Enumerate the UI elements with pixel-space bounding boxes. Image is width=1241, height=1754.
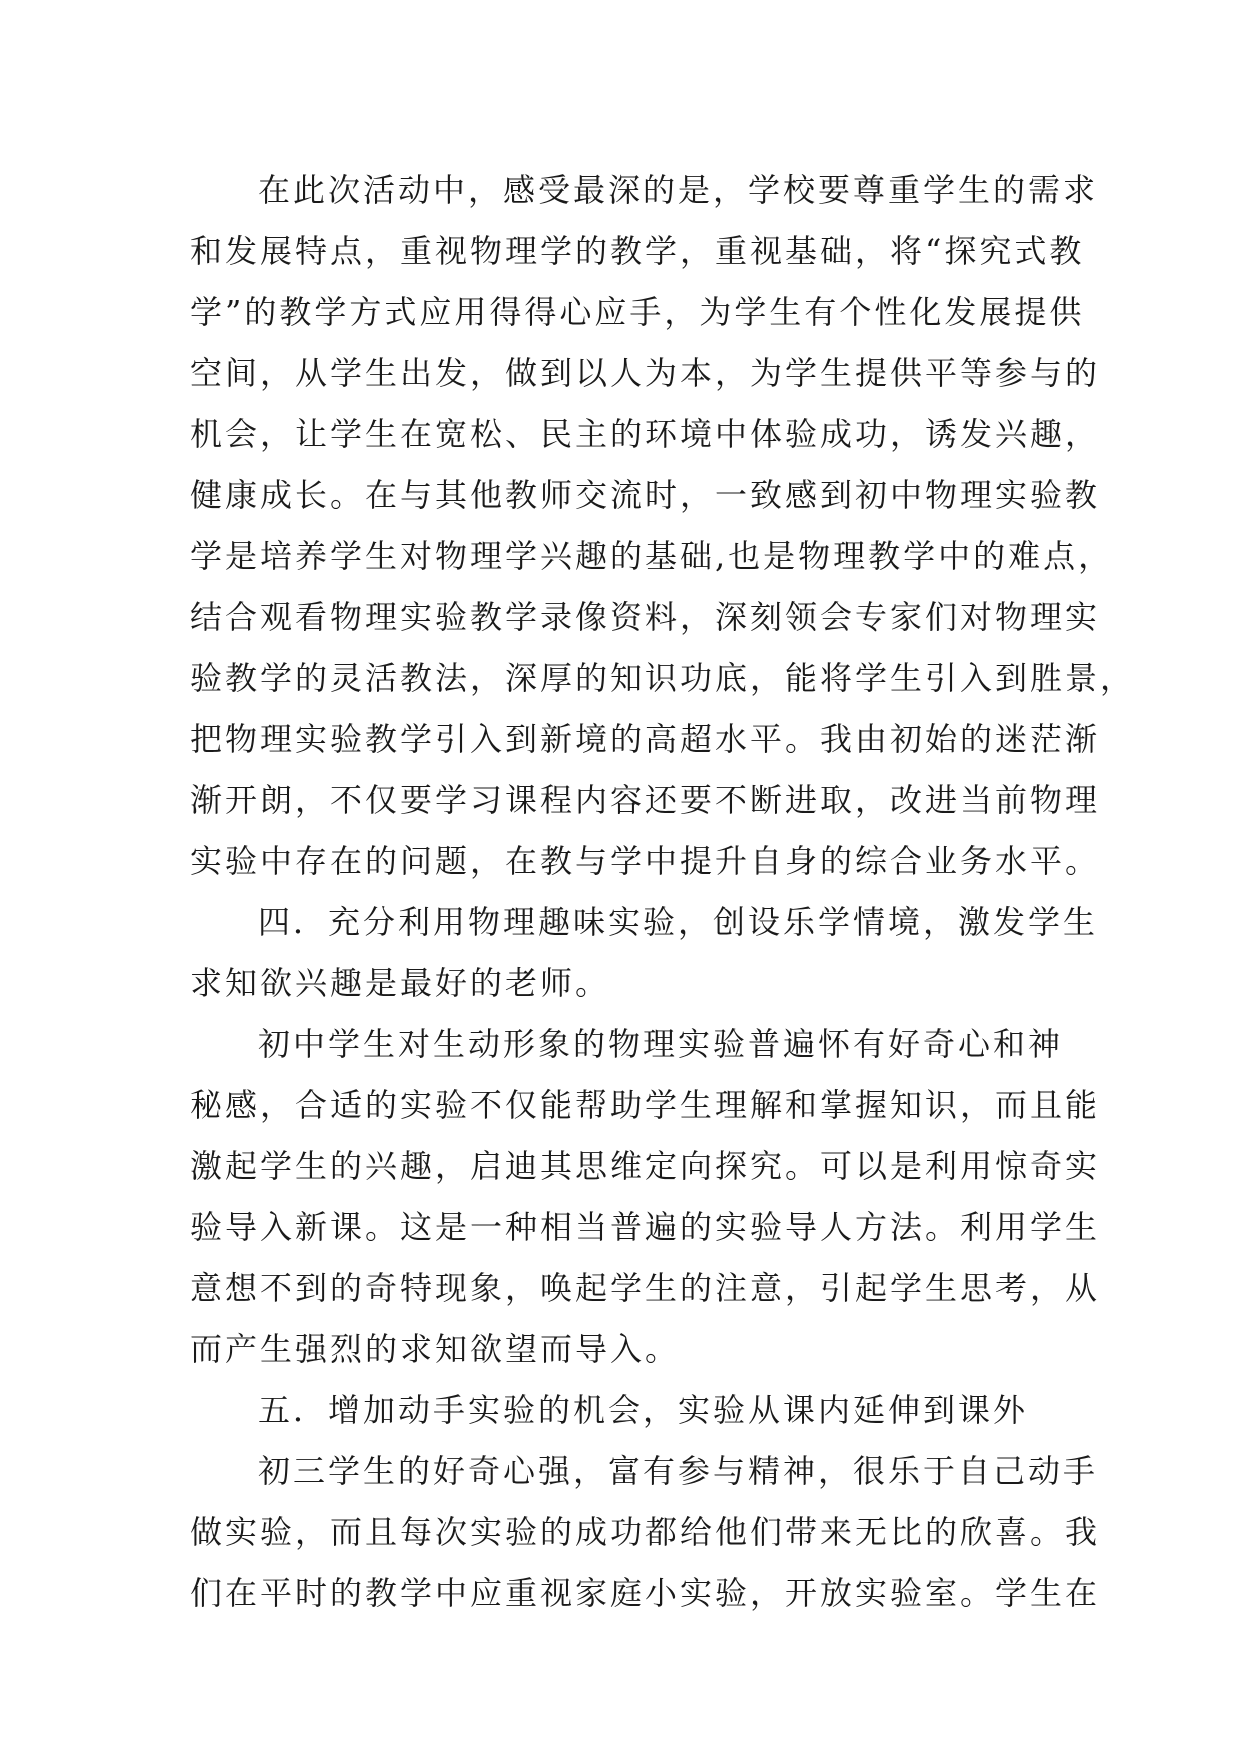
text-line: 初中学生对生动形象的物理实验普遍怀有好奇心和神 [258, 1025, 1064, 1063]
text-line: 意想不到的奇特现象，唤起学生的注意，引起学生思考，从 [190, 1269, 1101, 1307]
text-line: 学是培养学生对物理学兴趣的基础,也是物理教学中的难点， [190, 537, 1114, 575]
text-line: 空间，从学生出发，做到以人为本，为学生提供平等参与的 [190, 354, 1101, 392]
text-line: 验导入新课。这是一种相当普遍的实验导人方法。利用学生 [190, 1208, 1101, 1246]
text-line: 实验中存在的问题，在教与学中提升自身的综合业务水平。 [190, 842, 1101, 880]
document-body [190, 160, 1136, 1624]
text-line: 验教学的灵活教法，深厚的知识功底，能将学生引入到胜景， [190, 659, 1136, 697]
text-line: 学”的教学方式应用得得心应手，为学生有个性化发展提供 [190, 293, 1085, 331]
text-line: 和发展特点，重视物理学的教学，重视基础，将“探究式教 [190, 232, 1085, 270]
section-heading-line: 四．充分利用物理趣味实验，创设乐学情境，激发学生 [258, 903, 1099, 941]
text-line: 把物理实验教学引入到新境的高超水平。我由初始的迷茫渐 [190, 720, 1101, 758]
text-line: 健康成长。在与其他教师交流时，一致感到初中物理实验教 [190, 476, 1101, 514]
text-line: 机会，让学生在宽松、民主的环境中体验成功，诱发兴趣， [190, 415, 1101, 453]
text-line: 而产生强烈的求知欲望而导入。 [190, 1330, 681, 1368]
text-line: 激起学生的兴趣，启迪其思维定向探究。可以是利用惊奇实 [190, 1147, 1101, 1185]
text-line: 在此次活动中，感受最深的是，学校要尊重学生的需求 [258, 171, 1099, 209]
text-line: 秘感，合适的实验不仅能帮助学生理解和掌握知识，而且能 [190, 1086, 1101, 1124]
section-heading-line: 五．增加动手实验的机会，实验从课内延伸到课外 [258, 1391, 1029, 1429]
text-line: 渐开朗，不仅要学习课程内容还要不断进取，改进当前物理 [190, 781, 1101, 819]
text-line: 们在平时的教学中应重视家庭小实验，开放实验室。学生在 [190, 1574, 1101, 1612]
text-line: 结合观看物理实验教学录像资料，深刻领会专家们对物理实 [190, 598, 1101, 636]
section-heading-line: 求知欲兴趣是最好的老师。 [190, 964, 611, 1002]
text-line: 初三学生的好奇心强，富有参与精神，很乐于自己动手 [258, 1452, 1099, 1490]
text-line: 做实验，而且每次实验的成功都给他们带来无比的欣喜。我 [190, 1513, 1101, 1551]
